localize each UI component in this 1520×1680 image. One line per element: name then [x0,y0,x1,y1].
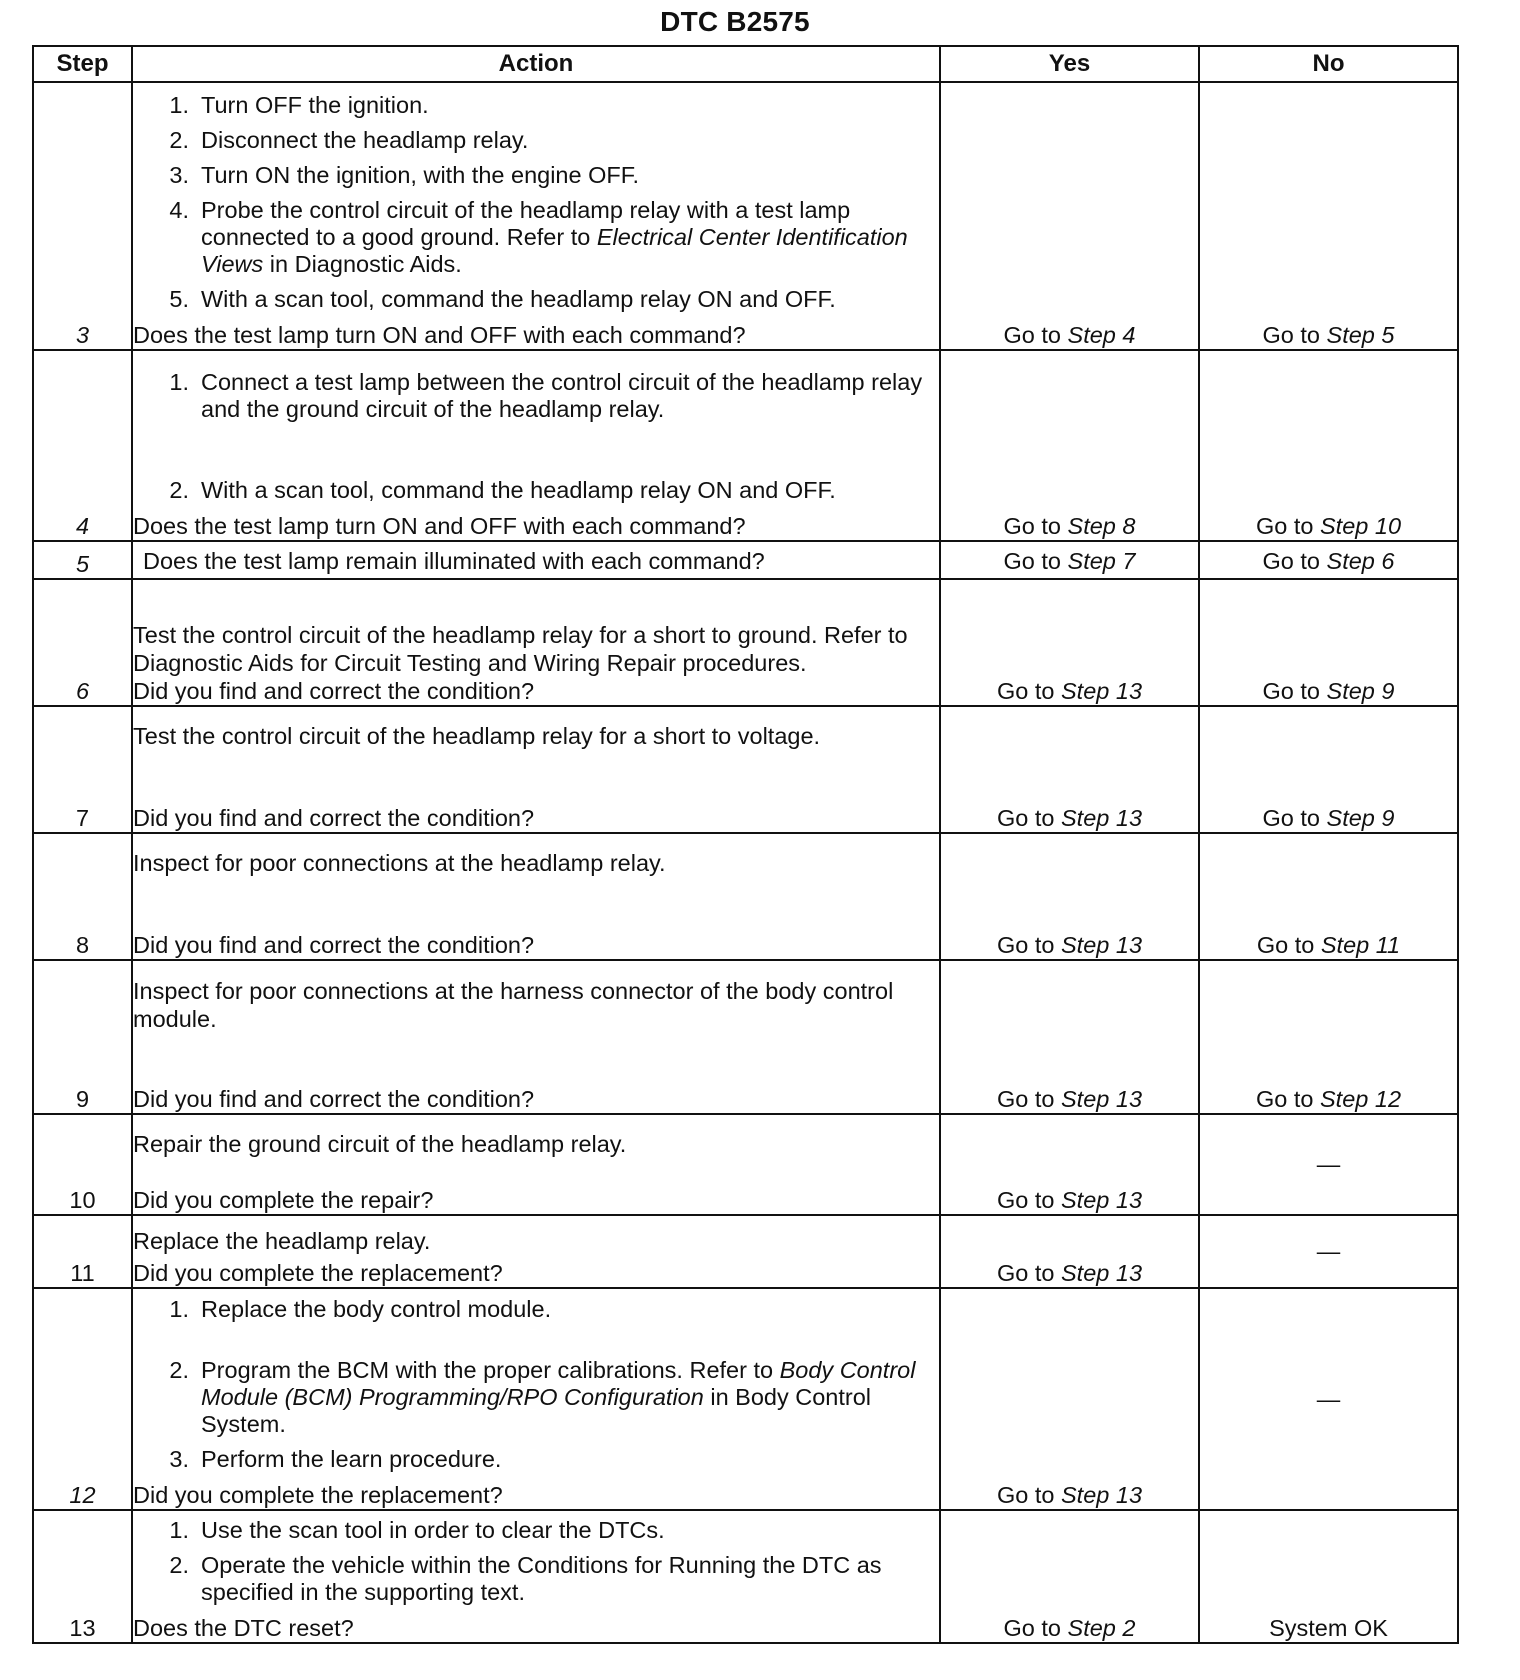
list-item [133,92,939,119]
question: Does the test lamp remain illuminated with each command? [143,548,765,574]
yes-step-ref: Step 13 [1061,932,1143,958]
spacer [133,431,939,477]
step-number: 3 [33,82,132,350]
yes-prefix: Go to [1003,548,1068,574]
item-number: 5. [169,286,189,312]
spacer [133,877,939,931]
no-cell [1199,541,1458,579]
item-number: 2. [169,1552,189,1578]
item-text [201,197,939,278]
item-number: 1. [169,1296,189,1322]
yes-prefix: Go to [996,805,1061,831]
action-cell [132,1510,940,1643]
list-item [133,197,939,278]
item-text: Perform the learn procedure. [201,1446,502,1472]
question: Does the DTC reset? [133,1615,354,1641]
action-cell [132,833,940,960]
list-item [133,1552,939,1606]
action-text: Replace the headlamp relay. [133,1228,431,1254]
no-step-ref: Step 5 [1326,322,1395,348]
yes-cell [940,350,1199,541]
yes-prefix: Go to [996,1086,1061,1112]
list-item [133,1517,939,1544]
yes-prefix: Go to [996,1482,1061,1508]
item-text: Replace the body control module. [201,1296,552,1322]
no-cell [1199,833,1458,960]
item-text: Turn ON the ignition, with the engine OFF. [201,162,640,188]
action-cell [132,1114,940,1215]
question: Does the test lamp turn ON and OFF with each command? [133,322,746,348]
spacer [133,1331,939,1357]
no-step-ref: Step 6 [1326,548,1395,574]
no-cell: — [1199,1215,1458,1288]
header-step: Step [33,46,132,82]
list-item [133,477,939,504]
yes-cell [940,541,1199,579]
no-prefix: Go to [1262,548,1327,574]
action-cell [132,706,940,833]
no-step-ref: Step 9 [1326,678,1395,704]
yes-cell [940,82,1199,350]
no-step-ref: Step 10 [1320,513,1402,539]
item-text: Disconnect the headlamp relay. [201,127,529,153]
yes-cell [940,1510,1199,1643]
question: Did you complete the repair? [133,1187,434,1213]
step-number: 6 [33,579,132,706]
spacer [133,1033,939,1085]
question: Did you find and correct the condition? [133,1086,535,1112]
step-number: 5 [33,541,132,579]
item-text: Operate the vehicle within the Conditions for Running the DTC as specified in the supporting text. [201,1552,882,1605]
item-text: With a scan tool, command the headlamp relay ON and OFF. [201,286,836,312]
item-number: 4. [169,197,189,223]
item-number: 2. [169,1357,189,1383]
action-text: Test the control circuit of the headlamp relay for a short to ground. Refer to Diagnostic Aids for Circuit Testing and Wiring Repair procedures. [133,622,908,676]
spacer [133,1158,939,1186]
table-row [33,1288,1458,1510]
list-item [133,369,939,423]
header-no: No [1199,46,1458,82]
no-step-ref: Step 11 [1320,932,1401,958]
cross-reference: Body Control Module (BCM) Programming/RPO Configuration [201,1357,916,1410]
item-text-pre: Probe the control circuit of the headlamp relay with a test lamp connected to a good ground. Refer to [201,197,851,250]
yes-step-ref: Step 13 [1061,1187,1143,1213]
no-cell [1199,82,1458,350]
yes-step-ref: Step 2 [1067,1615,1136,1641]
table-row [33,82,1458,350]
no-prefix: Go to [1255,1086,1320,1112]
step-number: 7 [33,706,132,833]
item-number: 2. [169,477,189,503]
diagnostic-table [32,45,1459,1644]
yes-cell [940,1288,1199,1510]
yes-step-ref: Step 13 [1061,805,1143,831]
no-cell [1199,579,1458,706]
question: Did you find and correct the condition? [133,678,535,704]
question: Does the test lamp turn ON and OFF with each command? [133,513,746,539]
step-number: 9 [33,960,132,1114]
page-title: DTC B2575 [660,6,810,37]
yes-prefix: Go to [996,932,1061,958]
yes-step-ref: Step 8 [1067,513,1136,539]
table-row [33,1510,1458,1643]
no-prefix: Go to [1262,805,1327,831]
item-text: Connect a test lamp between the control circuit of the headlamp relay and the ground circuit of the headlamp relay. [201,369,923,422]
item-number: 1. [169,369,189,395]
yes-prefix: Go to [996,678,1061,704]
yes-cell [940,706,1199,833]
list-item [133,162,939,189]
action-text: Inspect for poor connections at the harness connector of the body control module. [133,978,894,1032]
table-row [33,1114,1458,1215]
no-cell: System OK [1199,1510,1458,1643]
action-text: Test the control circuit of the headlamp relay for a short to voltage. [133,723,821,749]
item-text-post: in Body Control System. [201,1384,872,1437]
step-number: 13 [33,1510,132,1643]
action-text: Inspect for poor connections at the headlamp relay. [133,850,666,876]
action-cell [132,541,940,579]
yes-step-ref: Step 13 [1061,1260,1143,1286]
no-prefix: Go to [1256,932,1321,958]
no-cell [1199,960,1458,1114]
item-number: 1. [169,92,189,118]
item-number: 1. [169,1517,189,1543]
yes-cell [940,1215,1199,1288]
header-yes: Yes [940,46,1199,82]
table-row [33,833,1458,960]
yes-step-ref: Step 13 [1061,1482,1143,1508]
no-cell [1199,706,1458,833]
question: Did you find and correct the condition? [133,932,535,958]
step-number: 4 [33,350,132,541]
yes-prefix: Go to [996,1260,1061,1286]
question: Did you complete the replacement? [133,1482,503,1508]
no-step-ref: Step 9 [1326,805,1395,831]
no-prefix: Go to [1262,322,1327,348]
no-cell: — [1199,1288,1458,1510]
table-row [33,1215,1458,1288]
item-number: 3. [169,162,189,188]
list-item [133,1296,939,1323]
no-cell [1199,350,1458,541]
list-item [133,127,939,154]
action-cell [132,579,940,706]
yes-prefix: Go to [996,1187,1061,1213]
step-number: 8 [33,833,132,960]
table-row [33,706,1458,833]
action-cell [132,82,940,350]
step-number: 11 [33,1215,132,1288]
yes-step-ref: Step 4 [1067,322,1136,348]
cross-reference: Electrical Center Identification Views [201,224,908,277]
yes-step-ref: Step 7 [1067,548,1136,574]
item-text: Use the scan tool in order to clear the DTCs. [201,1517,665,1543]
step-number: 10 [33,1114,132,1215]
item-number: 2. [169,127,189,153]
item-text: Turn OFF the ignition. [201,92,429,118]
item-text: With a scan tool, command the headlamp relay ON and OFF. [201,477,836,503]
yes-step-ref: Step 13 [1061,1086,1143,1112]
action-cell [132,350,940,541]
no-cell: — [1199,1114,1458,1215]
action-text: Repair the ground circuit of the headlamp relay. [133,1131,627,1157]
list-item [133,286,939,313]
no-step-ref: Step 12 [1320,1086,1402,1112]
item-text-post: in Diagnostic Aids. [263,251,462,277]
yes-prefix: Go to [1003,322,1068,348]
action-cell [132,960,940,1114]
table-row [33,960,1458,1114]
action-cell [132,1215,940,1288]
no-prefix: Go to [1262,678,1327,704]
step-number: 12 [33,1288,132,1510]
yes-prefix: Go to [1003,1615,1068,1641]
yes-cell [940,1114,1199,1215]
item-text [201,1357,939,1438]
list-item [133,1446,939,1473]
yes-cell [940,833,1199,960]
table-row [33,579,1458,706]
header-row [33,46,1458,82]
table-row [33,350,1458,541]
question: Did you find and correct the condition? [133,805,535,831]
list-item [133,1357,939,1438]
yes-prefix: Go to [1003,513,1068,539]
header-action: Action [132,46,940,82]
no-prefix: Go to [1255,513,1320,539]
spacer [133,750,939,804]
yes-cell [940,579,1199,706]
yes-cell [940,960,1199,1114]
question: Did you complete the replacement? [133,1260,503,1286]
action-cell [132,1288,940,1510]
table-row [33,541,1458,579]
item-number: 3. [169,1446,189,1472]
item-text-pre: Program the BCM with the proper calibrations. Refer to [201,1357,780,1383]
yes-step-ref: Step 13 [1061,678,1143,704]
